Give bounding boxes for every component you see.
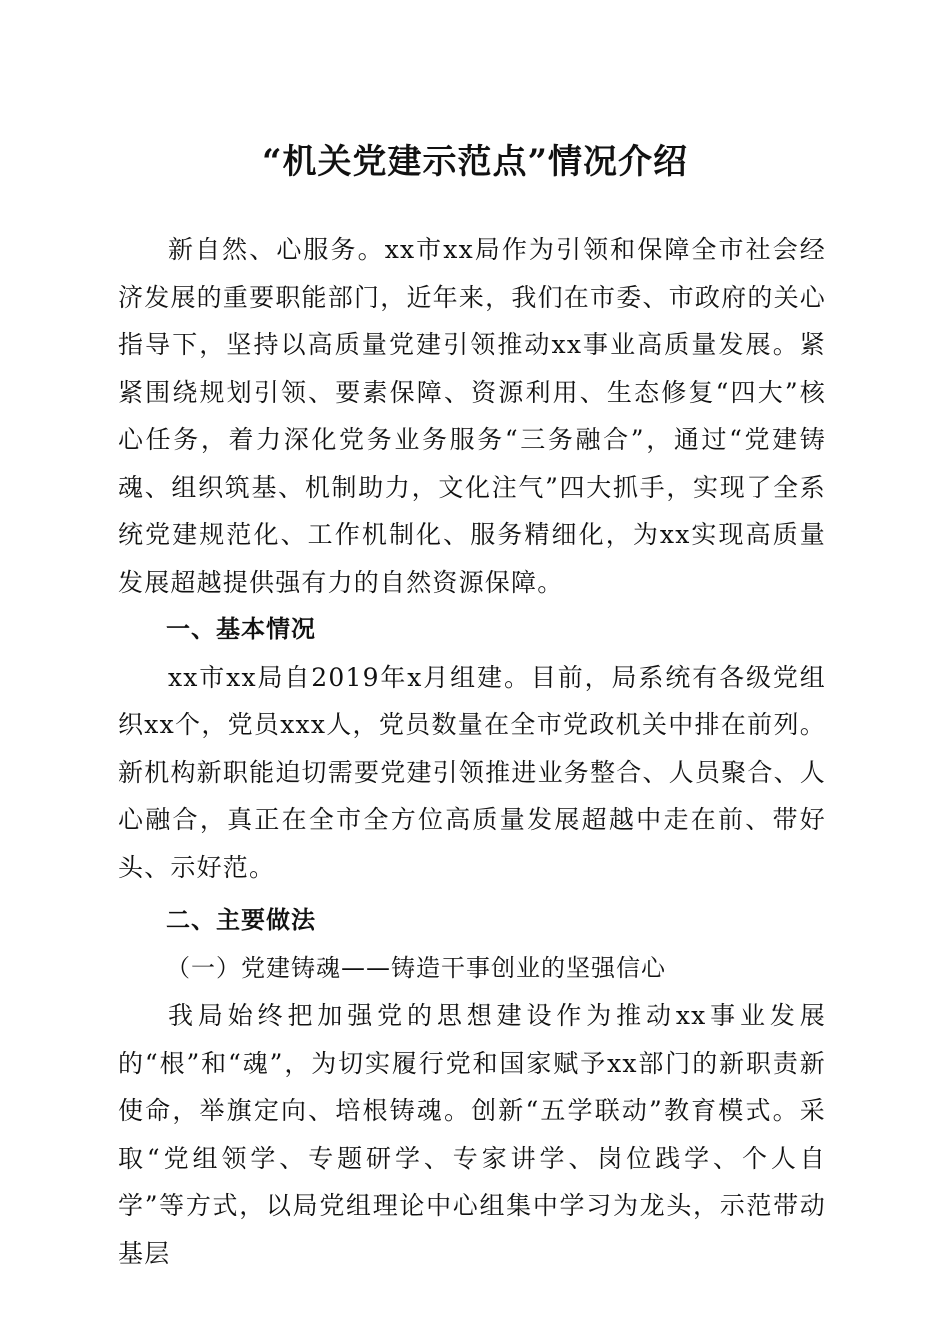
intro-paragraph: 新自然、心服务。xx市xx局作为引领和保障全市社会经济发展的重要职能部门，近年来，我们在市委、市政府的关心指导下，坚持以高质量党建引领推动xx事业高质量发展。紧紧围绕规划引领、要素保障、资源利用、生态修复“四大”核心任务，着力深化党务业务服务“三务融合”，通过“党建铸魂、组织筑基、机制助力，文化注气”四大抓手，实现了全系统党建规范化、工作机制化、服务精细化，为xx实现高质量发展超越提供强有力的自然资源保障。	[118, 235, 826, 597]
section-heading-main-practices: 二、主要做法	[166, 906, 316, 934]
basic-situation-paragraph: xx市xx局自2019年x月组建。目前，局系统有各级党组织xx个，党员xxx人，党员数量在全市党政机关中排在前列。新机构新职能迫切需要党建引领推进业务整合、人员聚合、人心融合，真正在全市全方位高质量发展超越中走在前、带好头、示好范。	[118, 662, 826, 882]
document-body	[118, 226, 826, 1277]
document-title: “机关党建示范点”情况介绍	[261, 142, 689, 182]
subsection-heading-party-building: （一）党建铸魂——铸造干事创业的坚强信心	[166, 953, 666, 982]
section-heading-basic-situation: 一、基本情况	[166, 615, 316, 643]
party-building-paragraph: 我局始终把加强党的思想建设作为推动xx事业发展的“根”和“魂”，为切实履行党和国家赋予xx部门的新职责新使命，举旗定向、培根铸魂。创新“五学联动”教育模式。采取“党组领学、专题研学、专家讲学、岗位践学、个人自学”等方式，以局党组理论中心组集中学习为龙头，示范带动基层	[118, 1001, 826, 1268]
